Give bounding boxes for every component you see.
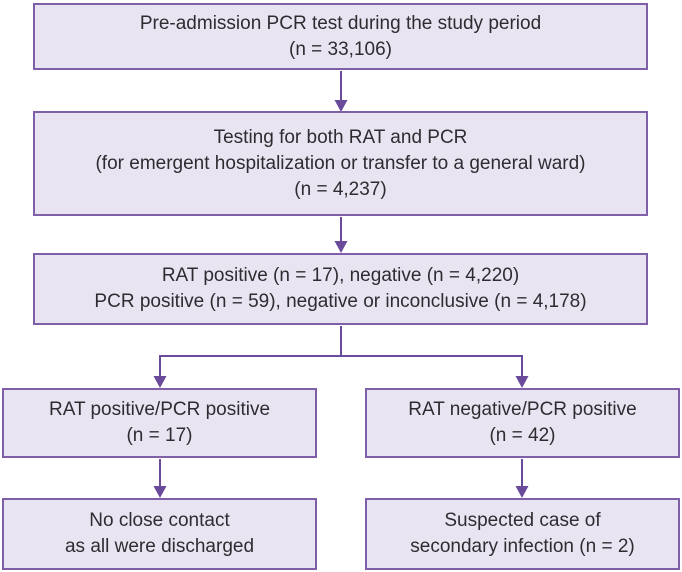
- node-line: (n = 4,237): [294, 178, 387, 200]
- arrow-preadmission-to-testing: [335, 71, 348, 112]
- branch-results-to-outcomes: [154, 326, 529, 388]
- node-rat-neg-pcr-pos: [365, 388, 680, 458]
- node-suspected-secondary-infection: [365, 498, 680, 570]
- node-line: (n = 33,106): [289, 38, 392, 60]
- node-line: (for emergent hospitalization or transfer to a general ward): [95, 152, 586, 174]
- node-line: Pre-admission PCR test during the study period: [139, 12, 542, 34]
- arrow-ratneg-to-suspected: [516, 459, 529, 498]
- node-no-close-contact: [2, 498, 317, 570]
- node-line: RAT positive/PCR positive: [48, 399, 271, 420]
- node-line: PCR positive (n = 59), negative or inconclusive (n = 4,178): [94, 291, 587, 312]
- node-line: (n = 42): [489, 425, 556, 446]
- arrow-testing-to-results: [335, 217, 348, 253]
- node-line: RAT positive (n = 17), negative (n = 4,220): [161, 265, 520, 286]
- node-line: No close contact: [89, 510, 230, 531]
- node-line: Suspected case of: [444, 510, 601, 531]
- node-line: RAT negative/PCR positive: [408, 399, 637, 420]
- node-testing-rat-pcr: [33, 111, 648, 216]
- node-line: as all were discharged: [64, 536, 255, 557]
- node-rat-pos-pcr-pos: [2, 388, 317, 458]
- node-rat-pcr-results: [33, 253, 648, 325]
- node-preadmission-pcr: [33, 3, 648, 70]
- node-line: (n = 17): [126, 425, 193, 446]
- node-line: Testing for both RAT and PCR: [213, 126, 468, 148]
- node-line: secondary infection (n = 2): [410, 536, 635, 557]
- arrow-ratpos-to-nocontact: [154, 459, 167, 498]
